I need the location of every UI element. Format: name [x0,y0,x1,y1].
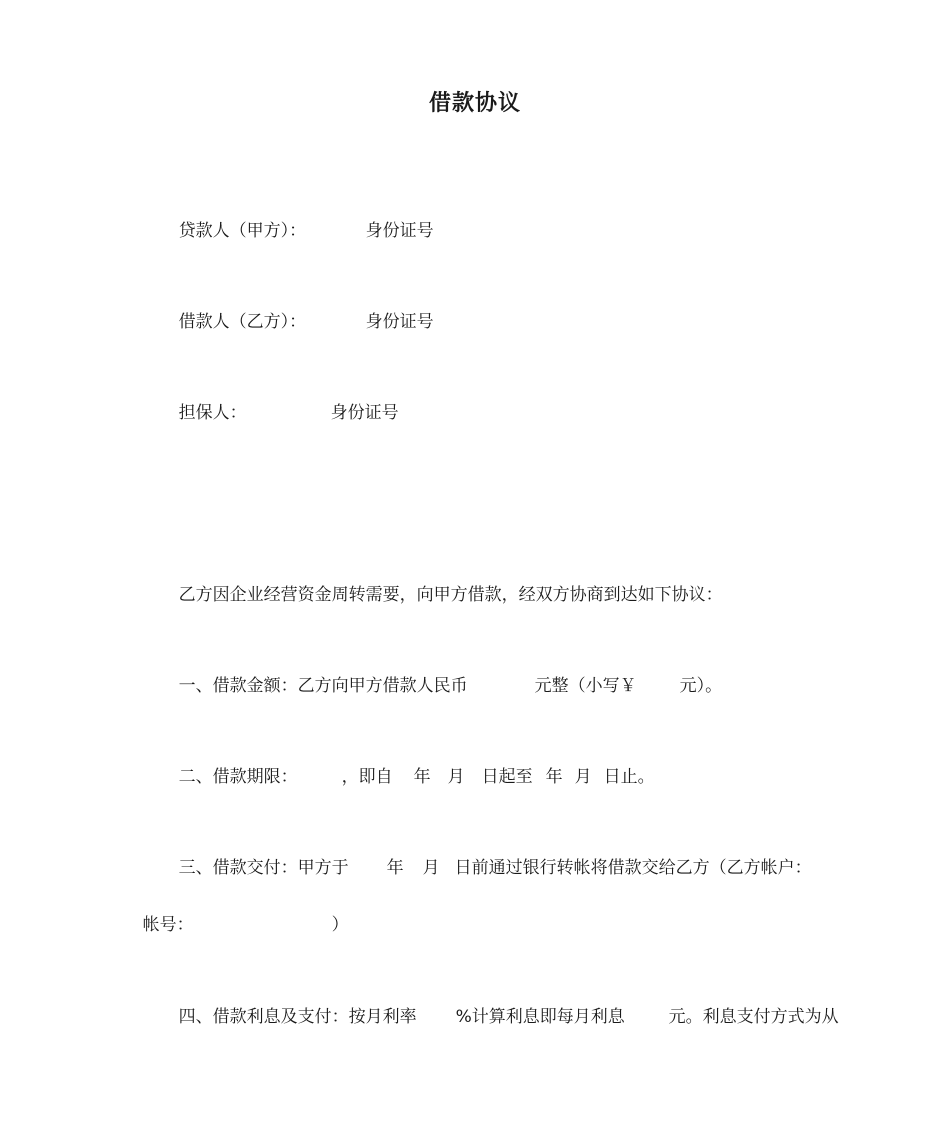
clause3-part1: 三、借款交付：甲方于 [178,858,349,878]
lender-label: 贷款人（甲方）： [178,221,307,241]
clause2-part5-line [460,741,533,813]
clause1-part3: 元）。 [679,676,723,696]
clause2-part4-line [426,741,465,813]
lender-id-label: 身份证号 [365,221,434,241]
clause2-part2-line [320,741,393,813]
borrower-id-label: 身份证号 [365,312,434,332]
clause4-part1: 四、借款利息及支付：按月利率 [178,1007,417,1027]
document-title: 借款协议 [428,91,521,116]
clause2-part3: 年 [413,767,431,787]
borrower-id-line [344,286,434,358]
clause2-part2: ，即自 [341,767,393,787]
clause2-part1: 二、借款期限： [178,767,298,787]
clause1-part3-line [658,650,722,722]
clause3-account-line [121,889,194,961]
clause2-part3-line [392,741,431,813]
guarantor-line [157,377,247,449]
clause4-part2: %计算利息即每月利息 [455,1007,625,1027]
clause1-part1-line [157,650,468,722]
clause3-part4: 日前通过银行转帐将借款交给乙方（乙方帐户： [454,858,812,878]
clause2-part4: 月 [447,767,465,787]
borrower-line [157,286,306,358]
preamble-paragraph [157,559,723,631]
clause4-part3: 元。利息支付方式为从 [668,1007,839,1027]
preamble-text: 乙方因企业经营资金周转需要，向甲方借款，经双方协商到达如下协议： [178,585,723,605]
clause4-part2-line [434,981,625,1053]
clause3-part3: 月 [422,858,440,878]
clause3-part4-line [433,832,812,904]
clause3-account-close-line [310,889,349,961]
borrower-label: 借款人（乙方）： [178,312,307,332]
guarantor-id-label: 身份证号 [330,403,399,423]
clause4-part3-line [647,981,839,1053]
guarantor-label: 担保人： [178,403,247,423]
clause3-part2: 年 [386,858,404,878]
clause2-part6: 年 [545,767,563,787]
clause2-part7: 月 [574,767,592,787]
clause3-part2-line [365,832,404,904]
clause3-account-label: 帐号： [142,915,194,935]
clause4-part1-line [157,981,417,1053]
clause2-part8: 日止。 [603,767,655,787]
clause3-account-close: ） [331,915,349,935]
clause2-part5: 日起至 [481,767,533,787]
guarantor-id-line [309,377,399,449]
clause1-part2-line [513,650,637,722]
clause1-part1: 一、借款金额：乙方向甲方借款人民币 [178,676,468,696]
lender-id-line [344,195,434,267]
clause2-part1-line [157,741,298,813]
clause1-part2: 元整（小写￥ [534,676,637,696]
clause2-part8-line [582,741,655,813]
lender-line [157,195,306,267]
